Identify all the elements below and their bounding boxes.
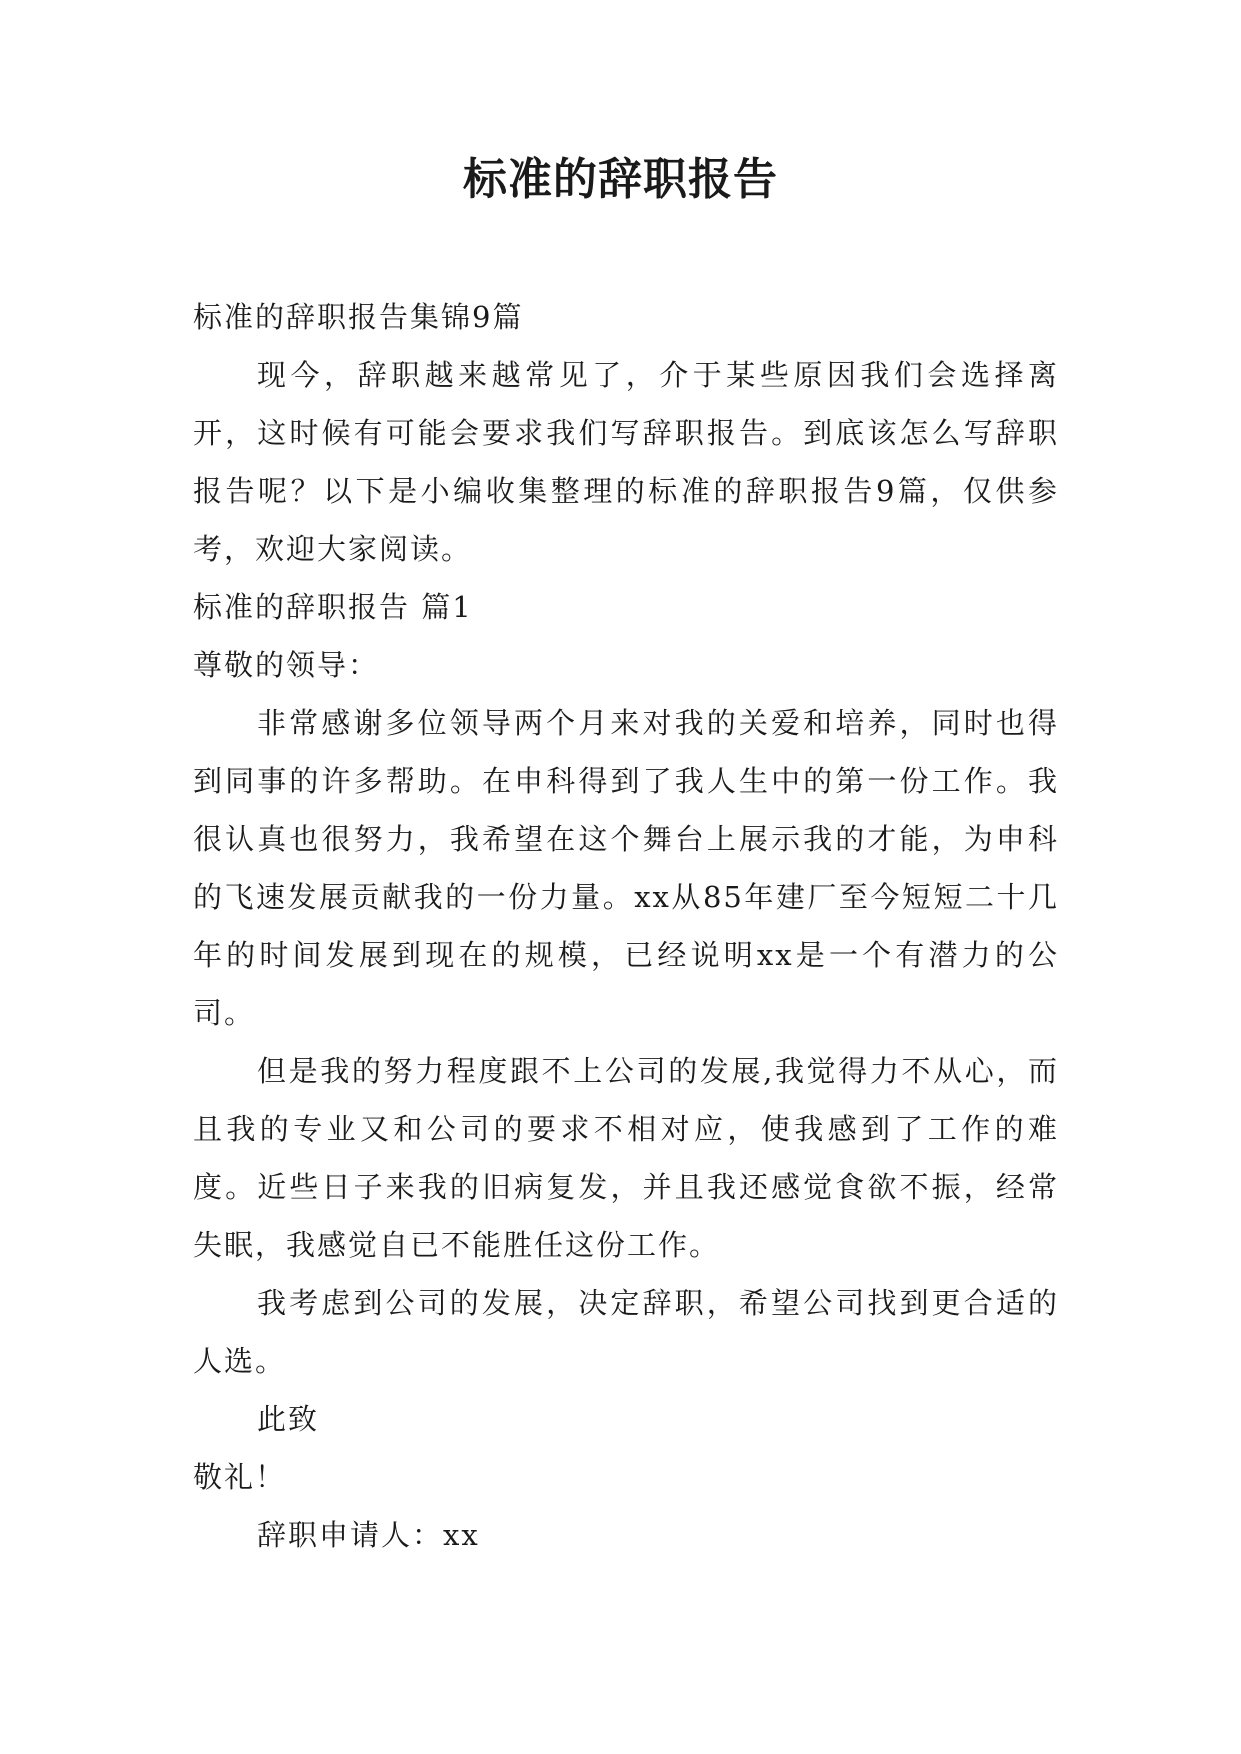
body-paragraph: 但是我的努力程度跟不上公司的发展,我觉得力不从心，而且我的专业又和公司的要求不相对应，使我感到了工作的难度。近些日子来我的旧病复发，并且我还感觉食欲不振，经常失眠，我感觉自已不能胜任这份工作。: [193, 1054, 1059, 1262]
document-subtitle: 标准的辞职报告集锦9篇: [193, 300, 524, 334]
body-paragraph: 我考虑到公司的发展，决定辞职，希望公司找到更合适的人选。: [193, 1286, 1059, 1378]
closing-phrase: 此致: [257, 1402, 320, 1436]
document-body: [193, 288, 1059, 1564]
document-title: 标准的辞职报告: [463, 154, 778, 205]
closing-salute: 敬礼！: [193, 1460, 287, 1494]
body-paragraph: 非常感谢多位领导两个月来对我的关爱和培养，同时也得到同事的许多帮助。在申科得到了我人生中的第一份工作。我很认真也很努力，我希望在这个舞台上展示我的才能，为申科的飞速发展贡献我的一份力量。xx从85年建厂至今短短二十几年的时间发展到现在的规模，已经说明xx是一个有潜力的公司。: [193, 706, 1059, 1030]
section-heading: 标准的辞职报告 篇1: [193, 590, 473, 624]
salutation: 尊敬的领导：: [193, 648, 380, 682]
intro-paragraph: 现今，辞职越来越常见了，介于某些原因我们会选择离开，这时候有可能会要求我们写辞职报告。到底该怎么写辞职报告呢？以下是小编收集整理的标准的辞职报告9篇，仅供参考，欢迎大家阅读。: [193, 358, 1059, 566]
signature-line: 辞职申请人：xx: [257, 1518, 480, 1552]
